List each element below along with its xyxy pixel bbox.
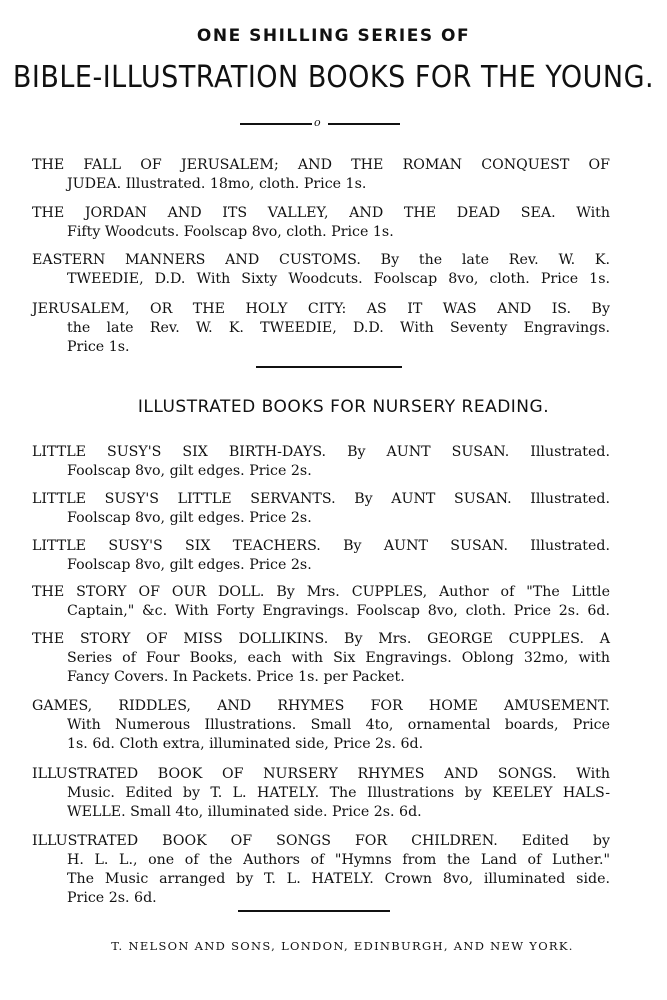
entry-first-line: THE FALL OF JERUSALEM; AND THE ROMAN CONQUEST OF [32,157,610,173]
entry-continuation [32,319,610,357]
entry-first-line: LITTLE SUSY'S SIX BIRTH-DAYS. By AUNT SUSAN. Illustrated. [32,444,610,460]
entry-line: 1s. 6d. Cloth extra, illuminated side, Price 2s. 6d. [67,736,424,752]
entry-line: WELLE. Small 4to, illuminated side. Price 2s. 6d. [67,804,422,820]
entry-line: Price 2s. 6d. [67,890,157,906]
entry-continuation [32,716,610,754]
entry-continuation [32,509,610,528]
entry-line: The Music arranged by T. L. HATELY. Crown 8vo, illuminated side. [67,871,610,887]
entry-first-line: THE STORY OF OUR DOLL. By Mrs. CUPPLES, Author of "The Little [32,584,610,600]
ornament-bar-left [240,123,312,125]
ornament-divider [240,118,400,128]
entry-first-line: GAMES, RIDDLES, AND RHYMES FOR HOME AMUSEMENT. [32,698,610,714]
entry-nursery-rhymes [32,765,610,822]
publisher-footer: T. NELSON AND SONS, LONDON, EDINBURGH, AND NEW YORK. [111,939,574,953]
entry-first-line: JERUSALEM, OR THE HOLY CITY: AS IT WAS AND IS. By [32,301,610,317]
entry-first-line: THE STORY OF MISS DOLLIKINS. By Mrs. GEORGE CUPPLES. A [32,631,610,647]
entry-first-line: THE JORDAN AND ITS VALLEY, AND THE DEAD SEA. With [32,205,610,221]
entry-fall-of-jerusalem [32,156,610,194]
entry-line: Foolscap 8vo, gilt edges. Price 2s. [67,463,312,479]
entry-continuation [32,223,610,242]
entry-line: Foolscap 8vo, gilt edges. Price 2s. [67,510,312,526]
entry-games-riddles [32,697,610,754]
entry-first-line: LITTLE SUSY'S LITTLE SERVANTS. By AUNT SUSAN. Illustrated. [32,491,610,507]
entry-continuation [32,649,610,687]
entry-continuation [32,784,610,822]
series-heading: ONE SHILLING SERIES OF [196,26,471,46]
entry-line: TWEEDIE, D.D. With Sixty Woodcuts. Foolscap 8vo, cloth. Price 1s. [67,271,610,287]
entry-line: JUDEA. Illustrated. 18mo, cloth. Price 1s. [67,176,367,192]
section-divider [256,366,402,368]
entry-line: Price 1s. [67,339,130,355]
entry-line: Captain," &c. With Forty Engravings. Foolscap 8vo, cloth. Price 2s. 6d. [67,603,610,619]
entry-line: With Numerous Illustrations. Small 4to, ornamental boards, Price [67,717,610,733]
entry-line: Series of Four Books, each with Six Engravings. Oblong 32mo, with [67,650,610,666]
entry-continuation [32,851,610,908]
section-heading-nursery: ILLUSTRATED BOOKS FOR NURSERY READING. [137,397,550,417]
entry-songs-for-children [32,832,610,908]
entry-susy-teachers [32,537,610,575]
page-title: BIBLE-ILLUSTRATION BOOKS FOR THE YOUNG. [12,60,655,95]
entry-continuation [32,602,610,621]
entry-continuation [32,175,610,194]
entry-line: Foolscap 8vo, gilt edges. Price 2s. [67,557,312,573]
entry-eastern-manners [32,251,610,289]
entry-our-doll [32,583,610,621]
entry-holy-city [32,300,610,357]
entry-continuation [32,270,610,289]
entry-jordan-valley [32,204,610,242]
entry-first-line: ILLUSTRATED BOOK OF SONGS FOR CHILDREN. Edited by [32,833,610,849]
ornament-bar-right [328,123,400,125]
entry-line: Fifty Woodcuts. Foolscap 8vo, cloth. Price 1s. [67,224,394,240]
entry-continuation [32,556,610,575]
entry-line: Fancy Covers. In Packets. Price 1s. per Packet. [67,669,405,685]
entry-miss-dollikins [32,630,610,687]
entry-first-line: LITTLE SUSY'S SIX TEACHERS. By AUNT SUSAN. Illustrated. [32,538,610,554]
entry-line: Music. Edited by T. L. HATELY. The Illustrations by KEELEY HALS- [67,785,610,801]
entry-continuation [32,462,610,481]
entry-line: H. L. L., one of the Authors of "Hymns from the Land of Luther." [67,852,610,868]
ornament-circle-icon: o [314,116,321,129]
entry-first-line: EASTERN MANNERS AND CUSTOMS. By the late Rev. W. K. [32,252,610,268]
footer-divider [238,910,390,912]
entry-line: the late Rev. W. K. TWEEDIE, D.D. With Seventy Engravings. [67,320,610,336]
entry-first-line: ILLUSTRATED BOOK OF NURSERY RHYMES AND SONGS. With [32,766,610,782]
entry-susy-servants [32,490,610,528]
entry-susy-birthdays [32,443,610,481]
